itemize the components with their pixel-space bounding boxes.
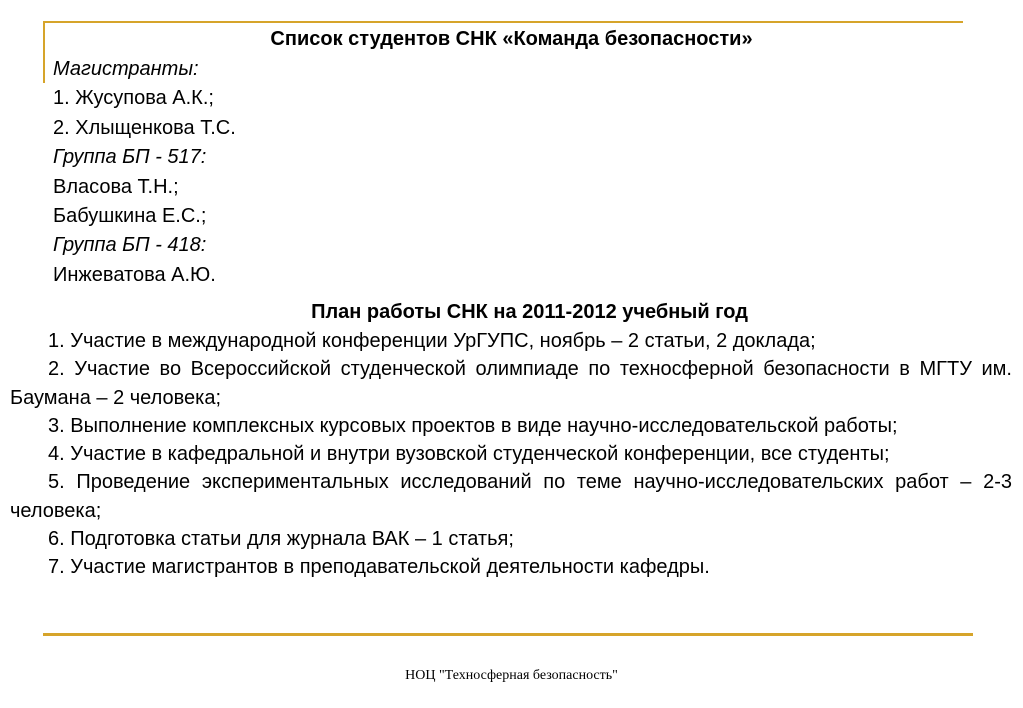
plan-item: 3. Выполнение комплексных курсовых проектов в виде научно-исследовательской работы; xyxy=(48,414,898,437)
list-item: Группа БП - 418: xyxy=(53,234,207,257)
page-title: Список студентов СНК «Команда безопасности» xyxy=(270,28,753,50)
plan-item: 4. Участие в кафедральной и внутри вузовской студенческой конференции, все студенты; xyxy=(48,443,890,466)
list-item: Группа БП - 517: xyxy=(53,146,207,169)
list-item: 1. Жусупова А.К.; xyxy=(53,87,214,110)
footer-text: НОЦ "Техносферная безопасность" xyxy=(405,668,618,683)
plan-item: 6. Подготовка статьи для журнала ВАК – 1 статья; xyxy=(48,528,514,551)
list-item: Бабушкина Е.С.; xyxy=(53,205,207,228)
plan-item: 2. Участие во Всероссийской студенческой олимпиаде по техносферной безопасности в МГТУ им. Баумана – 2 человека; xyxy=(10,358,1012,409)
list-item: Магистранты: xyxy=(53,58,199,80)
list-item: Инжеватова А.Ю. xyxy=(53,263,216,286)
bottom-rule xyxy=(43,633,973,636)
plan-list xyxy=(10,327,1012,582)
plan-item: 1. Участие в международной конференции УрГУПС, ноябрь – 2 статьи, 2 доклада; xyxy=(48,330,816,352)
list-item: 2. Хлыщенкова Т.С. xyxy=(53,116,236,139)
top-rule xyxy=(43,21,963,23)
plan-item: 7. Участие магистрантов в преподавательской деятельности кафедры. xyxy=(48,556,710,579)
plan-item: 5. Проведение экспериментальных исследований по теме научно-исследовательских работ – 2-3 человека; xyxy=(10,471,1012,522)
student-list xyxy=(53,55,236,290)
list-item: Власова Т.Н.; xyxy=(53,175,179,198)
plan-title: План работы СНК на 2011-2012 учебный год xyxy=(311,301,748,323)
